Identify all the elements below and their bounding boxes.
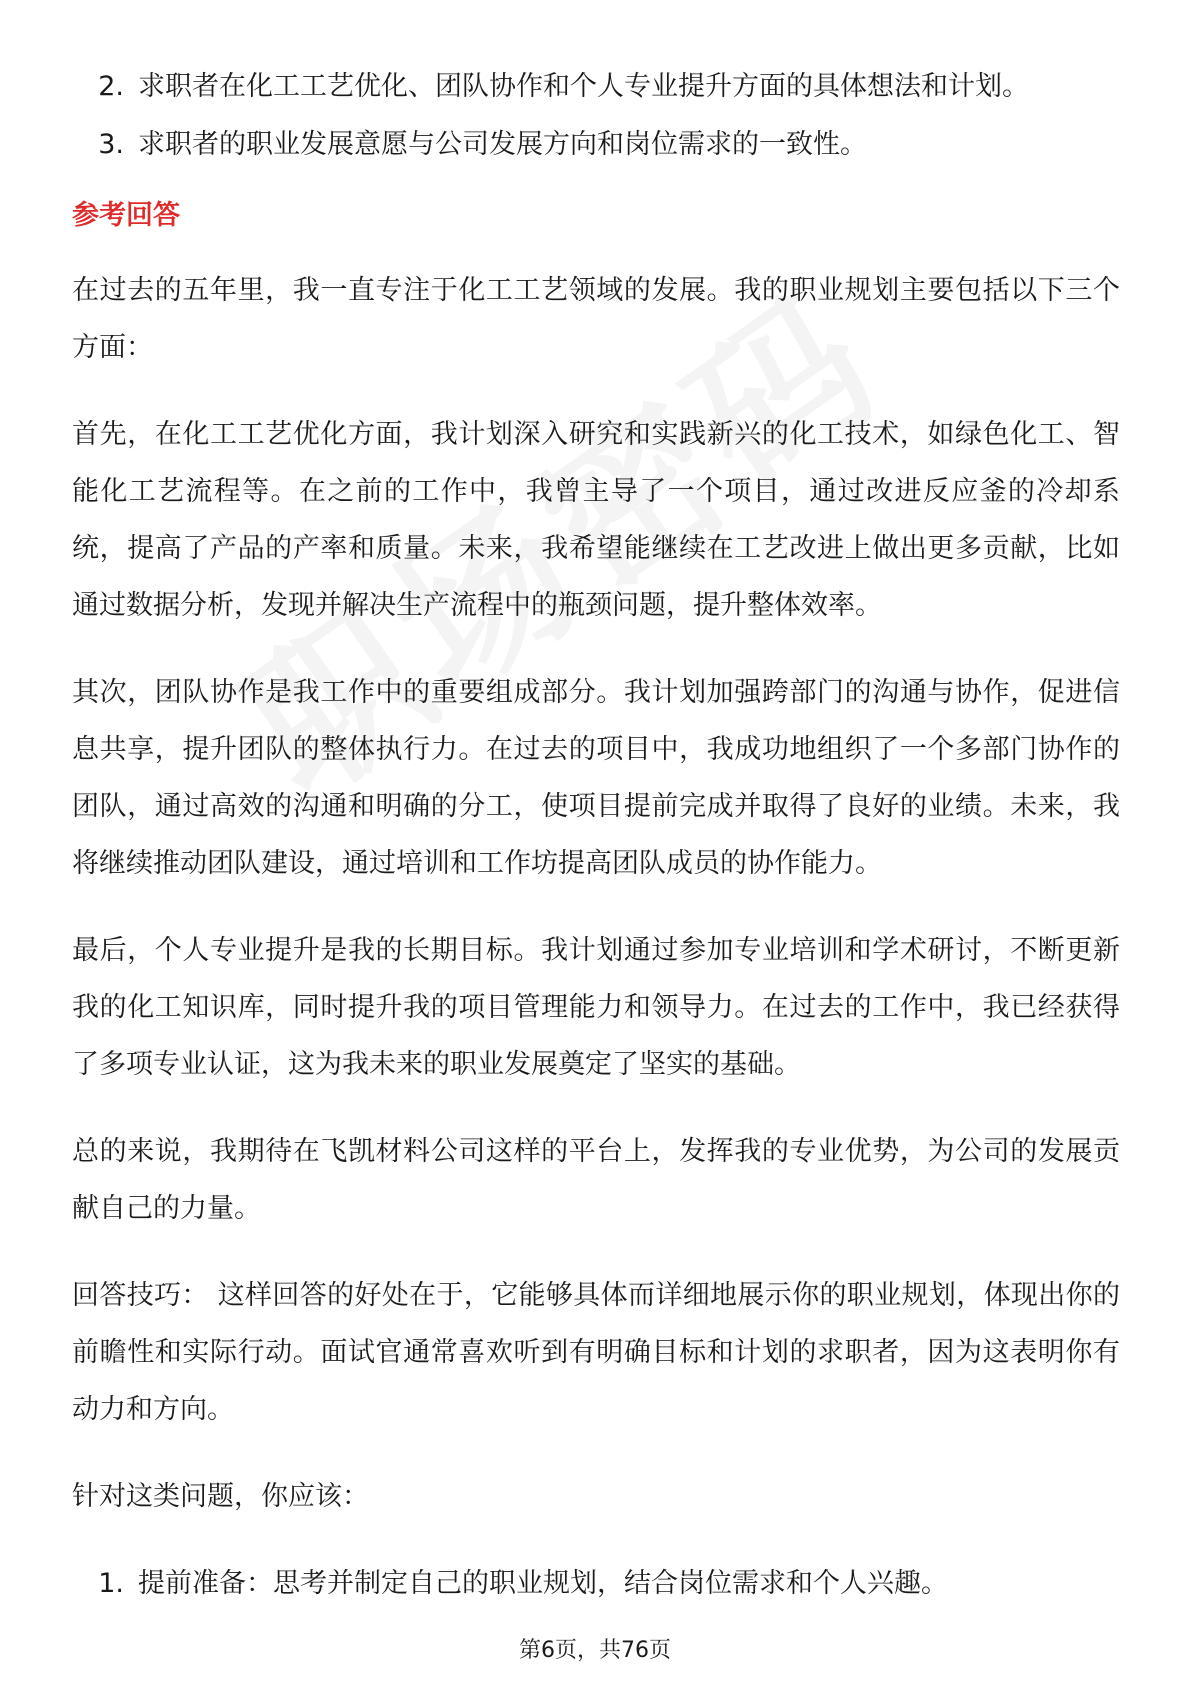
paragraph-professional-growth: 最后，个人专业提升是我的长期目标。我计划通过参加专业培训和学术研讨，不断更新我的化工知识库，同时提升我的项目管理能力和领导力。在过去的工作中，我已经获得了多项专业认证，这为我未来的职业发展奠定了坚实的基础。 [72,935,1120,1080]
paragraph-answer-tips: 回答技巧： 这样回答的好处在于，它能够具体而详细地展示你的职业规划，体现出你的前瞻性和实际行动。面试官通常喜欢听到有明确目标和计划的求职者，因为这表明你有动力和方向。 [72,1280,1120,1425]
list-item-number: 2. [98,71,124,102]
paragraph-process-optimization: 首先，在化工工艺优化方面，我计划深入研究和实践新兴的化工技术，如绿色化工、智能化工艺流程等。在之前的工作中，我曾主导了一个项目，通过改进反应釜的冷却系统，提高了产品的产率和质量。未来，我希望能继续在工艺改进上做出更多贡献，比如通过数据分析，发现并解决生产流程中的瓶颈问题，提升整体效率。 [72,419,1120,621]
list-item-number: 3. [98,129,124,160]
page-number-footer: 第6页，共76页 [519,1638,671,1663]
page-content [72,58,1120,1613]
paragraph-advice-intro: 针对这类问题，你应该： [72,1481,369,1512]
list-item-number: 1. [98,1568,124,1599]
list-item [72,116,1120,174]
list-item [72,58,1120,116]
list-item-text: 求职者在化工工艺优化、团队协作和个人专业提升方面的具体想法和计划。 [138,71,1029,102]
paragraph-intro: 在过去的五年里，我一直专注于化工工艺领域的发展。我的职业规划主要包括以下三个方面： [72,275,1120,363]
section-heading-reference-answer: 参考回答 [72,200,180,231]
top-numbered-list [72,58,1120,174]
list-item [72,1555,1120,1613]
bottom-numbered-list [72,1555,1120,1613]
paragraph-team-collaboration: 其次，团队协作是我工作中的重要组成部分。我计划加强跨部门的沟通与协作，促进信息共享，提升团队的整体执行力。在过去的项目中，我成功地组织了一个多部门协作的团队，通过高效的沟通和明确的分工，使项目提前完成并取得了良好的业绩。未来，我将继续推动团队建设，通过培训和工作坊提高团队成员的协作能力。 [72,677,1120,879]
list-item-text: 求职者的职业发展意愿与公司发展方向和岗位需求的一致性。 [138,129,867,160]
paragraph-summary: 总的来说，我期待在飞凯材料公司这样的平台上，发挥我的专业优势，为公司的发展贡献自己的力量。 [72,1136,1120,1224]
list-item-text: 提前准备：思考并制定自己的职业规划，结合岗位需求和个人兴趣。 [138,1568,948,1599]
